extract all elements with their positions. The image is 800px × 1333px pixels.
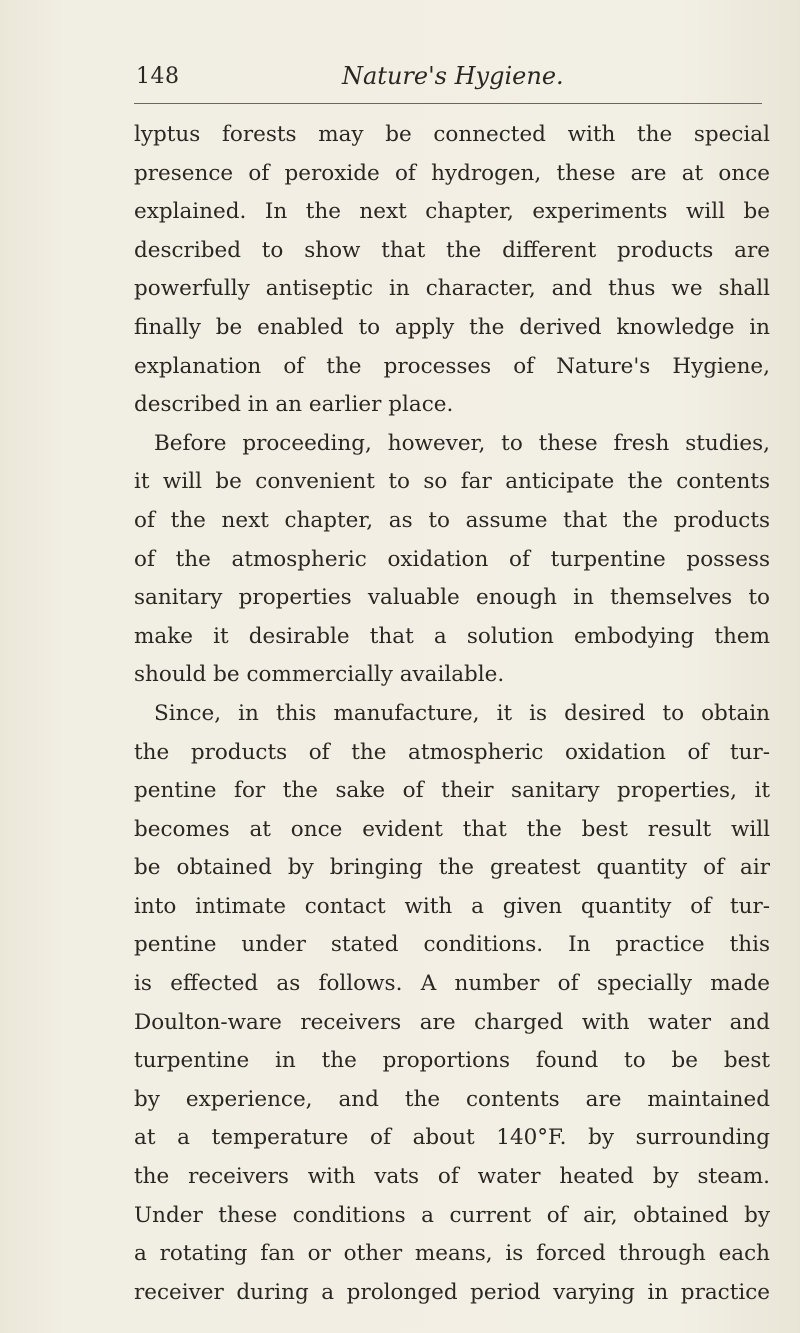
text-line: becomes at once evident that the best result will [134,816,770,842]
page-header [136,60,776,100]
text-line: finally be enabled to apply the derived knowledge in [134,314,770,340]
text-line: Doulton-ware receivers are charged with water and [134,1009,770,1035]
text-line: make it desirable that a solution embodying them [134,623,770,649]
text-line: described in an earlier place. [134,392,454,418]
text-line: explanation of the processes of Nature's Hygiene, [134,353,770,379]
text-line: Since, in this manufacture, it is desired to obtain [154,700,770,726]
text-line: pentine under stated conditions. In practice this [134,932,770,958]
header-rule [134,103,762,104]
running-title: Nature's Hygiene. [342,62,564,90]
text-line: Under these conditions a current of air, obtained by [134,1202,770,1228]
text-line: Before proceeding, however, to these fresh studies, [154,430,770,456]
text-line: turpentine in the proportions found to be best [134,1048,770,1074]
text-line: be obtained by bringing the greatest quantity of air [134,855,770,881]
body-text [134,116,770,1312]
text-line: explained. In the next chapter, experiments will be [134,199,770,225]
text-line: into intimate contact with a given quantity of tur- [134,893,770,919]
text-line: should be commercially available. [134,662,505,688]
text-line: pentine for the sake of their sanitary properties, it [134,778,770,804]
text-line: described to show that the different products are [134,237,770,263]
text-line: presence of peroxide of hydrogen, these are at once [134,160,770,186]
text-line: it will be convenient to so far anticipate the contents [134,469,770,495]
text-line: powerfully antiseptic in character, and thus we shall [134,276,770,302]
text-line: of the atmospheric oxidation of turpentine possess [134,546,770,572]
page-number: 148 [136,64,180,89]
text-line: sanitary properties valuable enough in themselves to [134,585,770,611]
text-line: receiver during a prolonged period varying in practice [134,1279,770,1305]
text-line: by experience, and the contents are maintained [134,1086,770,1112]
text-line: at a temperature of about 140°F. by surrounding [134,1125,770,1151]
text-line: a rotating fan or other means, is forced through each [134,1241,770,1267]
text-line: the products of the atmospheric oxidation of tur- [134,739,770,765]
text-line: is effected as follows. A number of specially made [134,971,770,997]
text-line: lyptus forests may be connected with the special [134,122,770,147]
text-line: of the next chapter, as to assume that the products [134,507,770,533]
text-line: the receivers with vats of water heated by steam. [134,1164,770,1190]
